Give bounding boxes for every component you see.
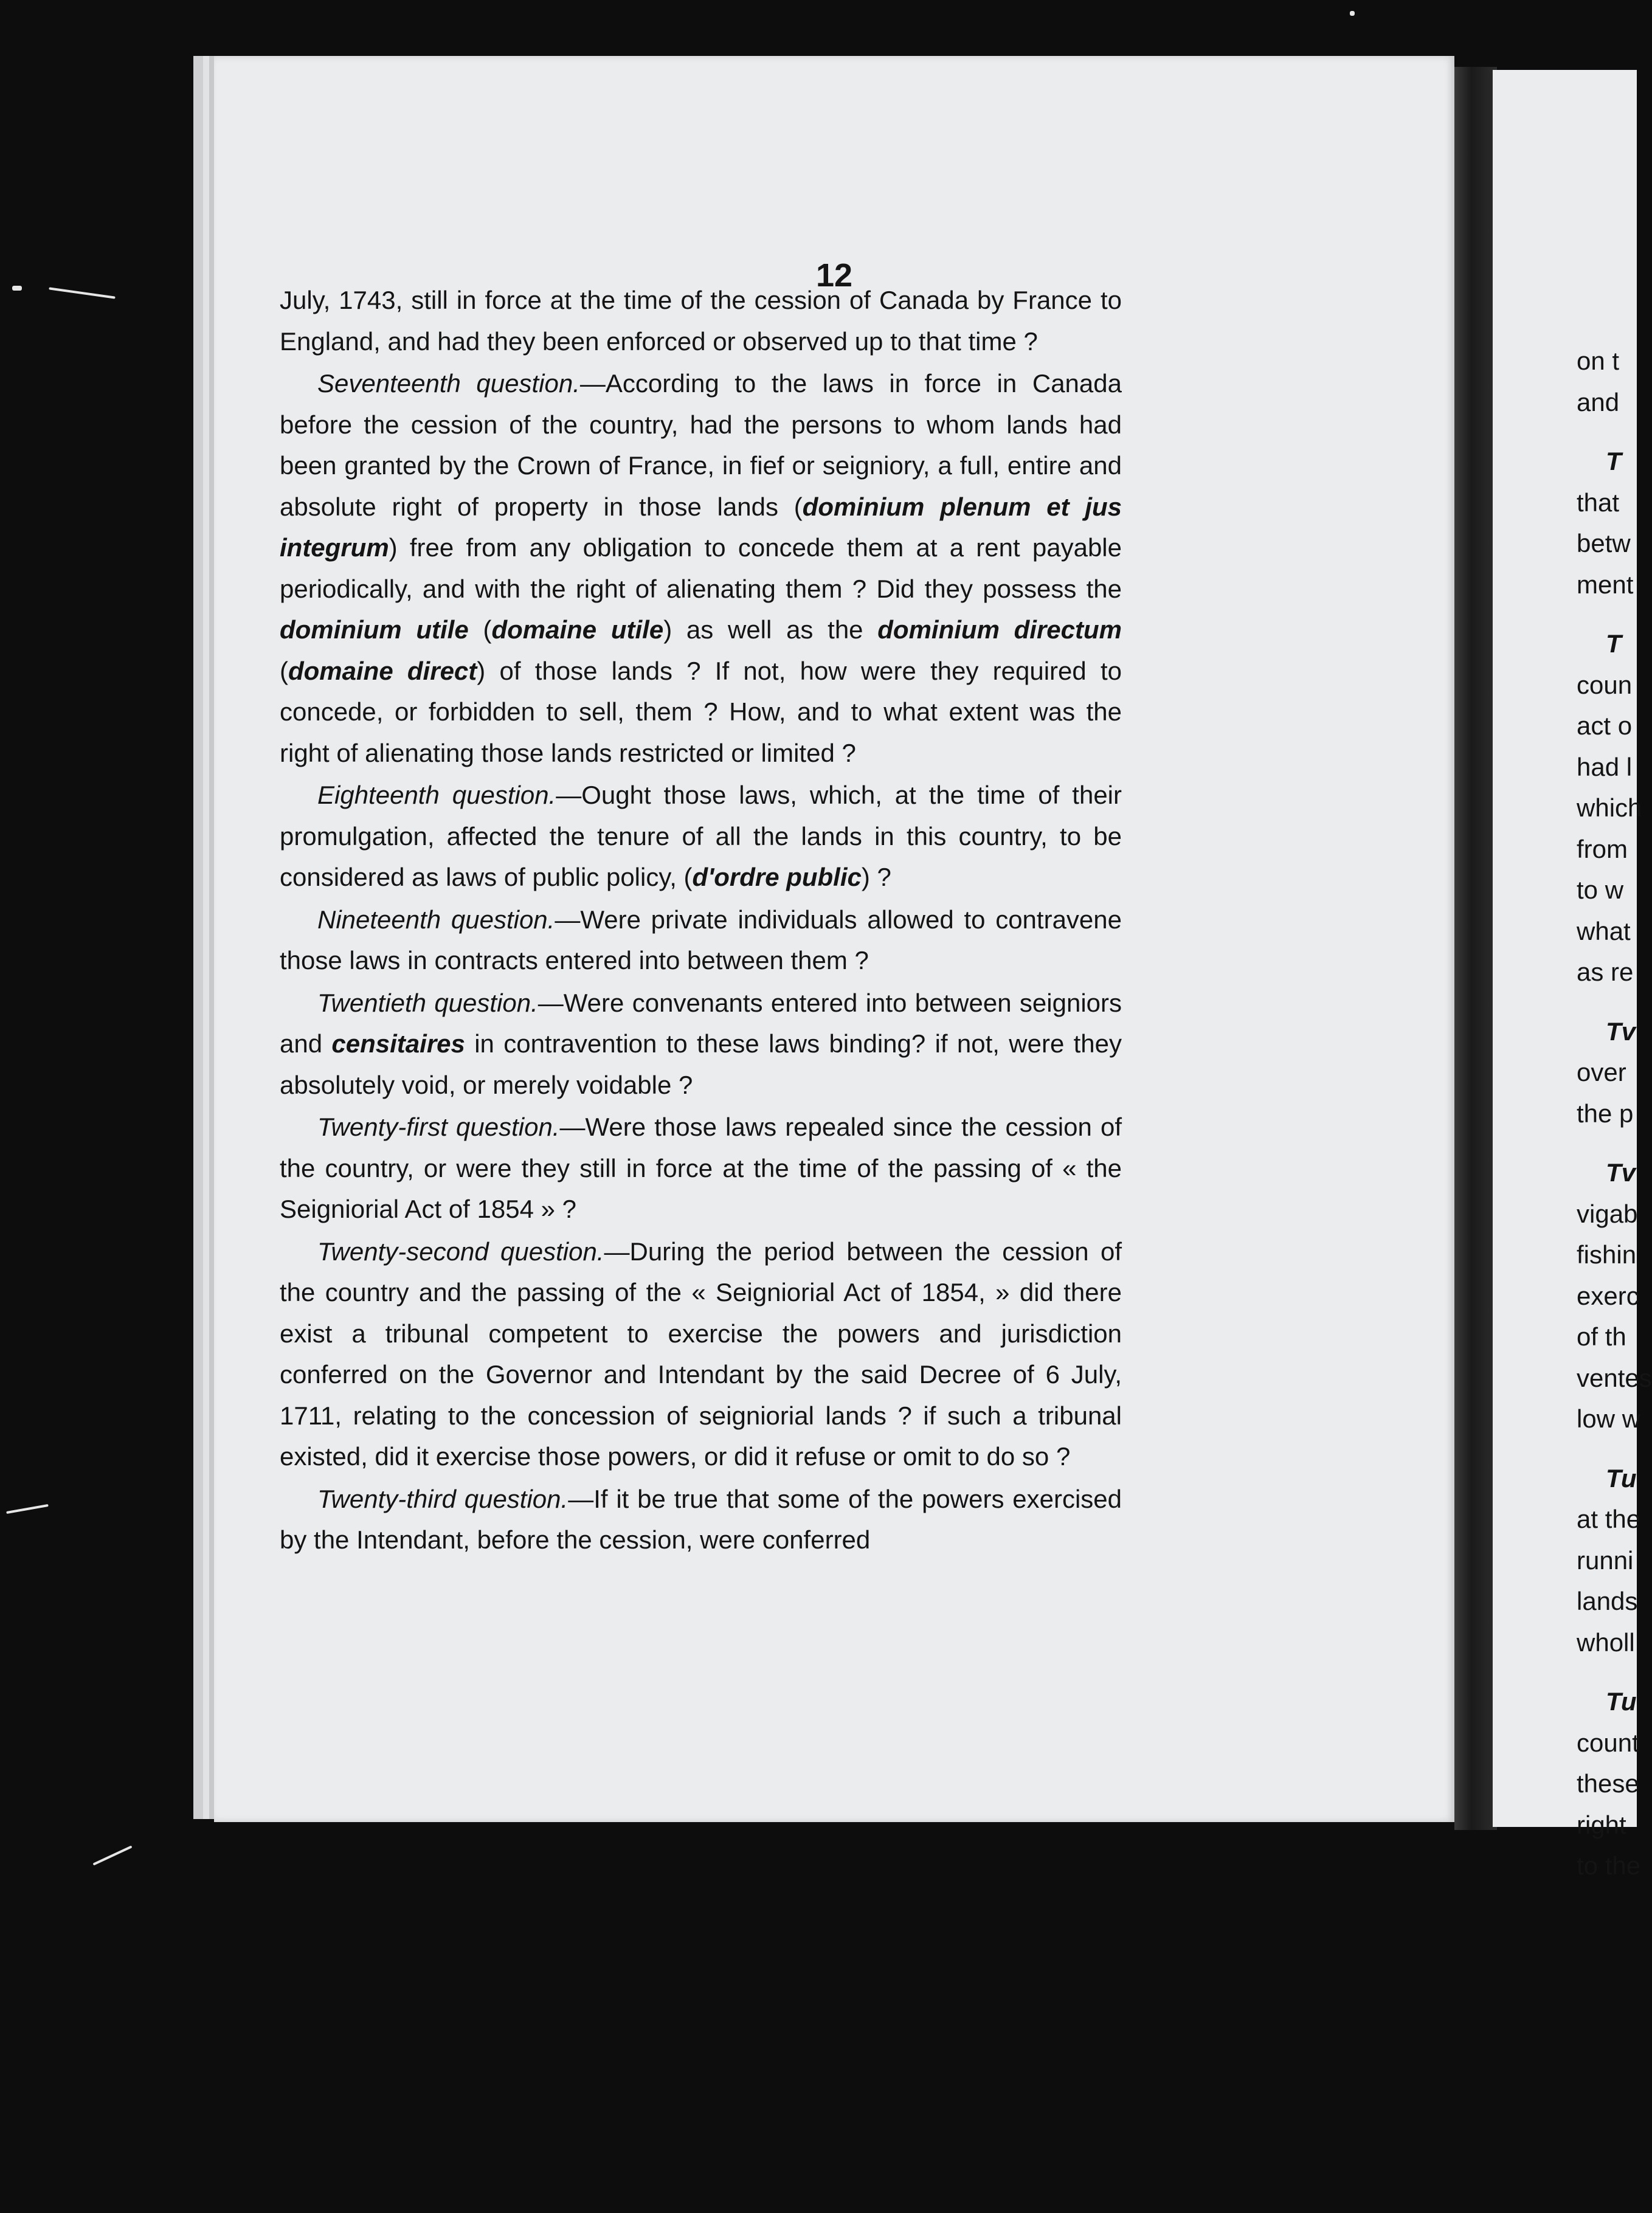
text-run: ( (468, 615, 492, 644)
emphasized-term: domaine direct (288, 656, 477, 685)
emphasized-term: censitaires (331, 1029, 465, 1058)
right-page-line: these (1577, 1769, 1639, 1798)
paragraph (280, 1106, 1122, 1230)
right-page-line: had l (1577, 752, 1633, 781)
right-page-line: that (1577, 488, 1620, 517)
page-number: 12 (815, 257, 853, 294)
right-page-line: ment (1577, 570, 1634, 599)
right-page-line: T (1606, 447, 1622, 475)
right-page-line: to the (1577, 1851, 1641, 1880)
text-run: —During the period between the cession of the country and the passing of the « Seigniorial Act of 1854, » did there exist a tribunal competent to exercise the powers and jurisdiction conferred on the Governor and Intendant by the said Decree of 6 July, 1711, relating to the concession of seigniorial lands ? if such a tribunal existed, did it exercise those powers, or did it refuse or omit to do so ? (280, 1237, 1122, 1471)
question-heading: Twenty-first question. (317, 1113, 560, 1141)
right-page-line: low w (1577, 1404, 1641, 1433)
right-page-line: Tu (1606, 1687, 1637, 1716)
emphasized-term: dominium utile (280, 615, 469, 644)
right-page-line: and (1577, 387, 1620, 416)
right-page-line: exerc (1577, 1281, 1639, 1310)
question-heading: Nineteenth question. (317, 905, 555, 934)
text-run: —If it be true that some of the powers exercised by the Intendant, before the cession, were conferred (280, 1484, 1122, 1554)
right-page-line: which (1577, 793, 1642, 822)
right-page-line: over (1577, 1058, 1626, 1086)
right-page-line: right (1577, 1810, 1626, 1839)
right-page-line: act o (1577, 711, 1633, 740)
right-page-line: the p (1577, 1099, 1634, 1128)
paragraph (280, 982, 1122, 1106)
right-page-line: fishin (1577, 1240, 1637, 1269)
scan-artifact (49, 287, 115, 299)
scan-artifact (6, 1504, 49, 1514)
right-page-line: from (1577, 834, 1628, 863)
question-heading: Twentieth question. (317, 988, 538, 1017)
right-page-line: what (1577, 916, 1631, 945)
body-text (280, 280, 1122, 1561)
paragraph (280, 363, 1122, 773)
line-gap (1577, 993, 1652, 1011)
paragraph (280, 1479, 1122, 1561)
text-run: ) ? (861, 863, 891, 891)
text-run: —According to the laws in force in Canada before the cession of the country, had the persons to whom lands had been granted by the Crown of France, in fief or seigniory, a full, entire and absolute right of property in those lands ( (280, 369, 1122, 521)
book-gutter (1454, 67, 1497, 1830)
line-gap (1577, 423, 1652, 441)
right-page-line: at the (1577, 1505, 1641, 1533)
question-heading: Twenty-third question. (317, 1484, 569, 1513)
text-run: in contravention to these laws binding? if not, were they absolutely void, or merely voidable ? (280, 1029, 1122, 1099)
scan-artifact (1350, 11, 1355, 16)
scan-artifact (12, 286, 22, 291)
scan-artifact (92, 1845, 132, 1865)
emphasized-term: domaine utile (491, 615, 664, 644)
line-gap (1577, 1440, 1652, 1458)
right-page-line: coun (1577, 670, 1633, 699)
right-page-line: Tv (1606, 1017, 1636, 1046)
line-gap (1577, 605, 1652, 623)
paragraph (280, 280, 1122, 362)
right-page-line: on t (1577, 347, 1620, 375)
right-page-line: vigab (1577, 1199, 1638, 1228)
text-run: July, 1743, still in force at the time of the cession of Canada by France to England, and had they been enforced or observed up to that time ? (280, 286, 1122, 356)
right-page-line: Tv (1606, 1158, 1636, 1187)
emphasized-term: dominium plenum et jus integrum (280, 492, 1122, 562)
right-page-line: of th (1577, 1322, 1626, 1351)
right-page-line: betw (1577, 529, 1631, 558)
text-run: —Ought those laws, which, at the time of their promulgation, affected the tenure of all the lands in this country, to be considered as laws of public policy, ( (280, 781, 1122, 891)
text-run: —Were private individuals allowed to contravene those laws in contracts entered into between them ? (280, 905, 1122, 975)
right-page-line: T (1606, 629, 1622, 658)
text-run: ) as well as the (663, 615, 878, 644)
emphasized-term: dominium directum (877, 615, 1122, 644)
line-gap (1577, 1663, 1652, 1681)
right-page-line: count (1577, 1728, 1639, 1757)
text-run: —Were those laws repealed since the cession of the country, or were they still in force at the time of the passing of « the Seigniorial Act of 1854 » ? (280, 1113, 1122, 1223)
paragraph (280, 775, 1122, 898)
paragraph (280, 1231, 1122, 1477)
right-page-line: lands (1577, 1587, 1638, 1615)
right-page-line: runni (1577, 1545, 1634, 1575)
right-page-text (1577, 340, 1652, 1887)
question-heading: Twenty-second question. (317, 1237, 604, 1266)
paragraph (280, 899, 1122, 981)
right-page-line: as re (1577, 958, 1634, 986)
question-heading: Seventeenth question. (317, 369, 580, 398)
text-run: ) of those lands ? If not, how were they required to concede, or forbidden to sell, them ? How, and to what extent was the right of alienating those lands restricted or limited ? (280, 656, 1122, 767)
text-run: —Were convenants entered into between seigniors and (280, 988, 1122, 1058)
text-run: ) free from any obligation to concede them at a rent payable periodically, and with the right of alienating them ? Did they possess the (280, 533, 1122, 603)
text-run: ( (280, 656, 288, 685)
right-page-line: Tu (1606, 1463, 1637, 1493)
right-page-line: wholl (1577, 1628, 1635, 1657)
right-page-line: to w (1577, 875, 1624, 904)
right-page-line: ventes (1577, 1363, 1652, 1392)
question-heading: Eighteenth question. (317, 781, 556, 809)
line-gap (1577, 1134, 1652, 1152)
emphasized-term: d'ordre public (692, 863, 862, 891)
